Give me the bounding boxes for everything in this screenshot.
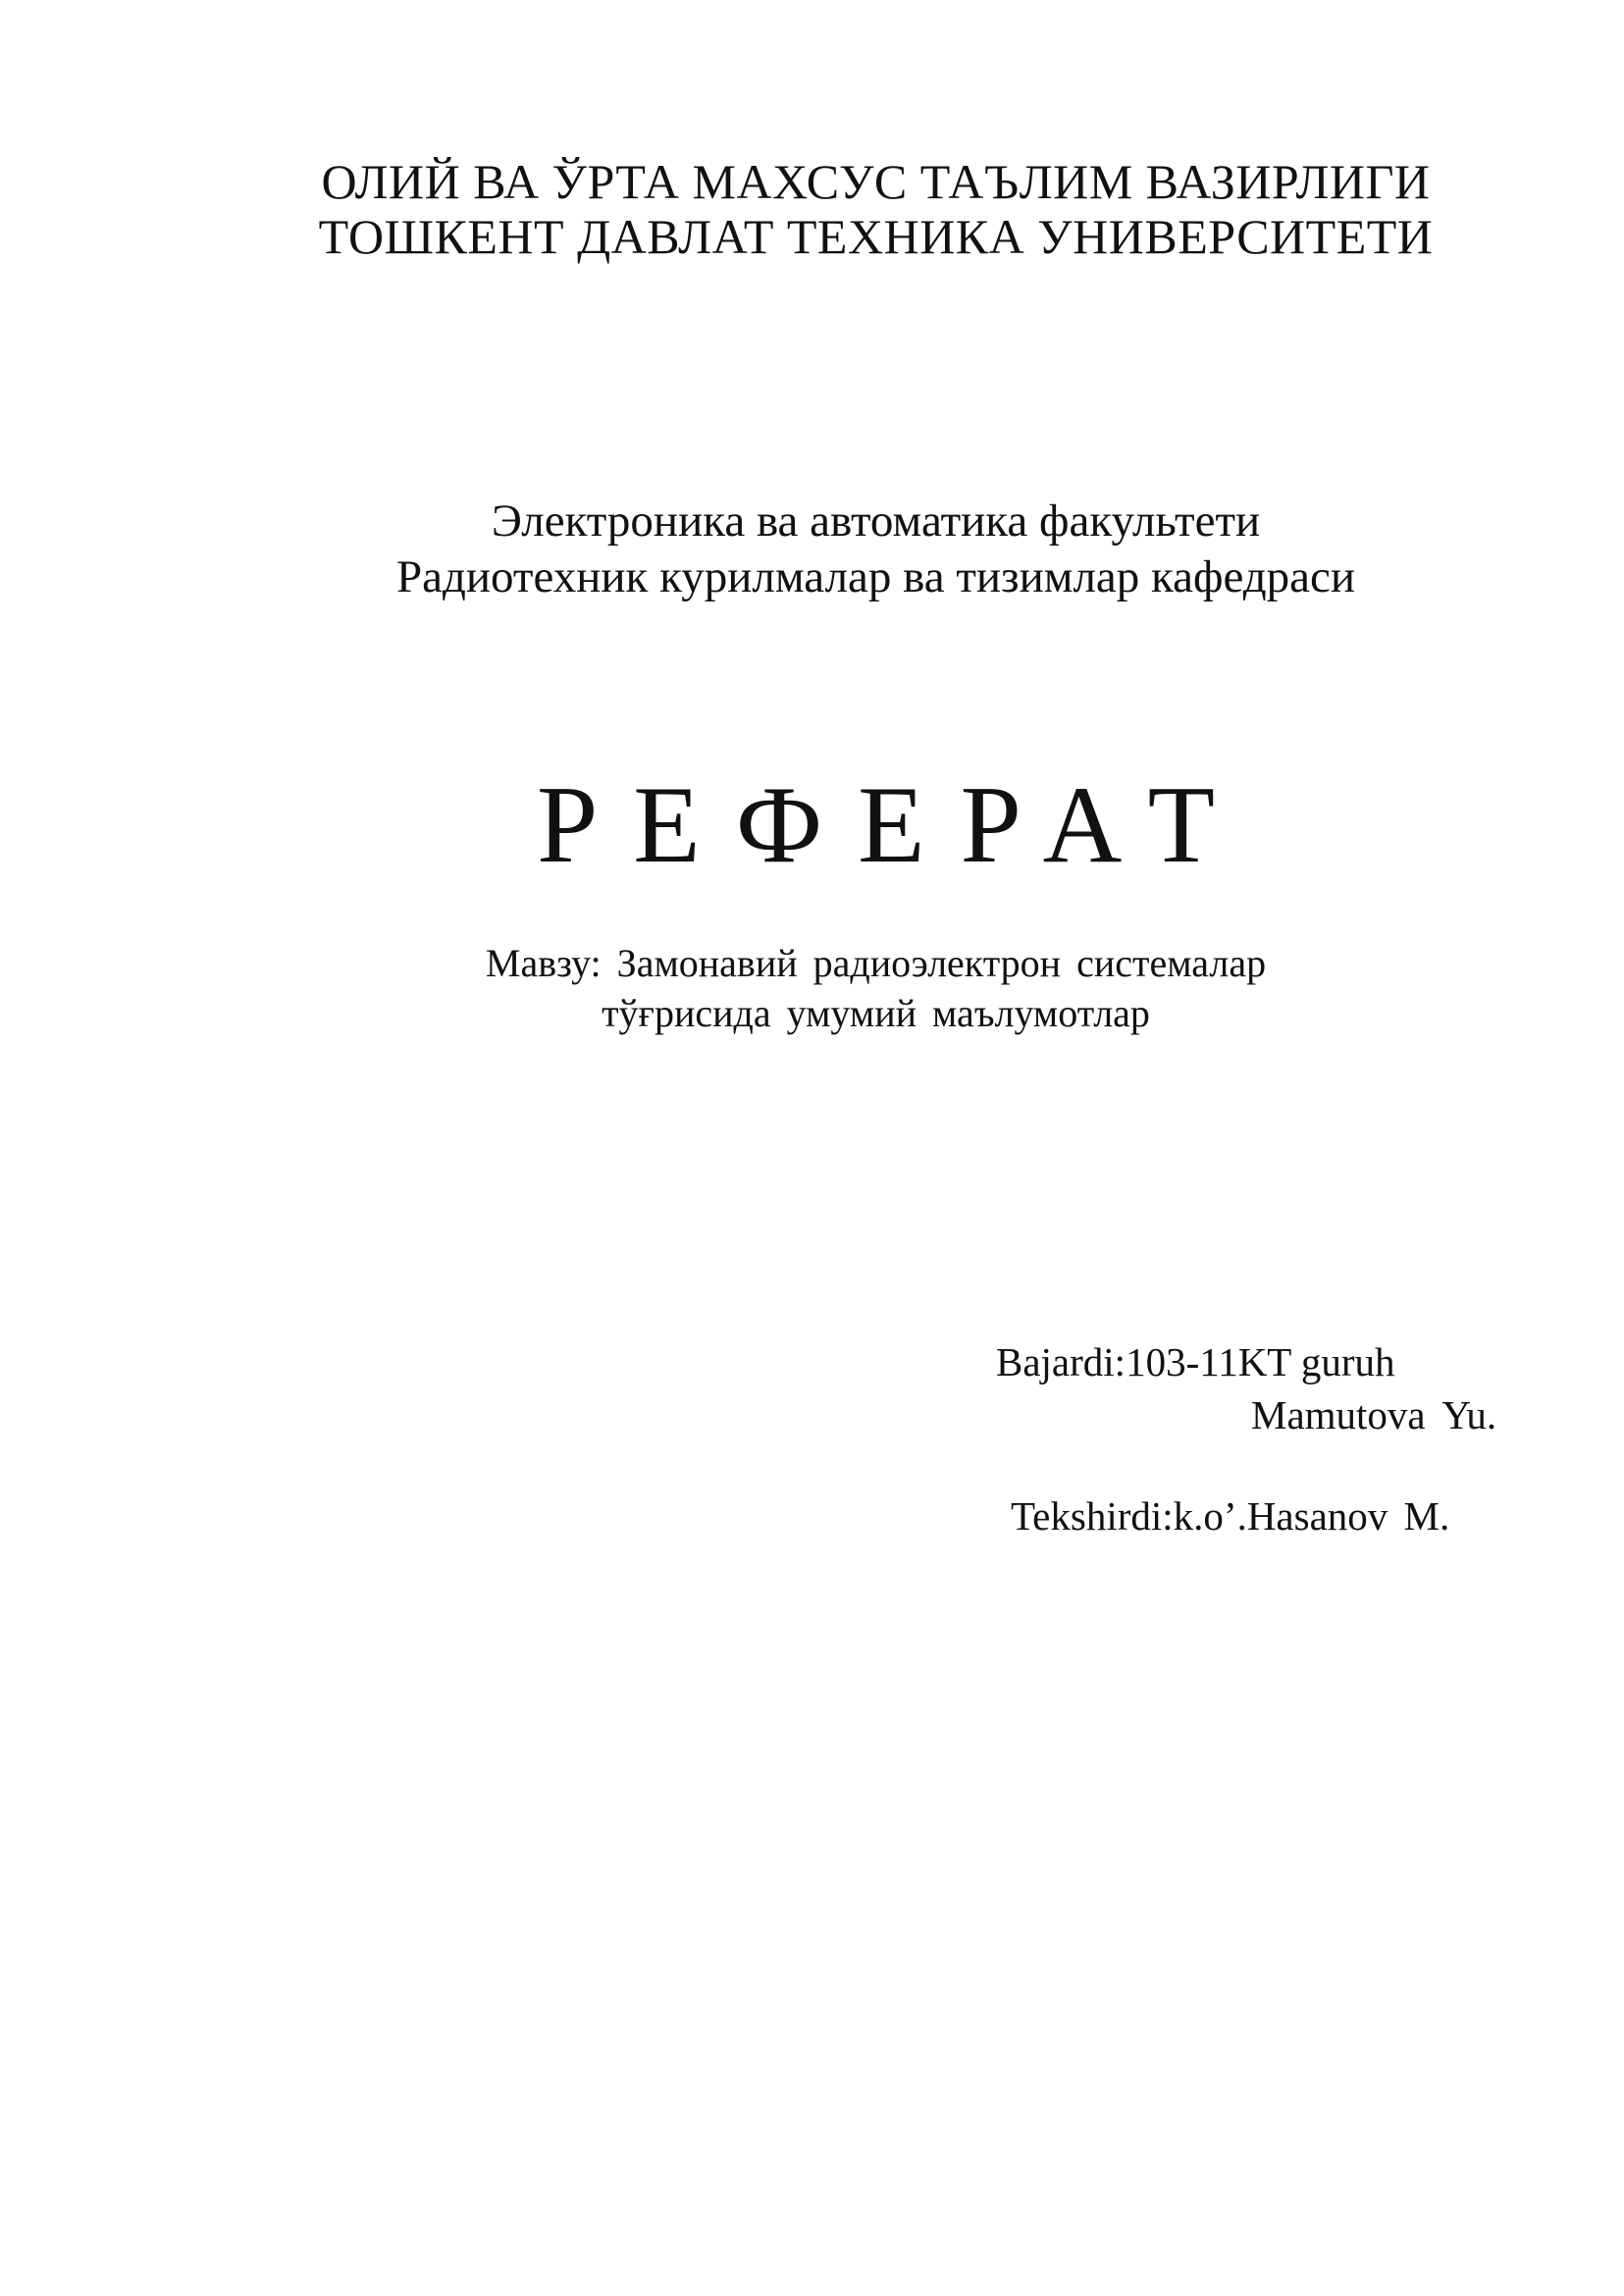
document-type-title: РЕФЕРАТ [536, 764, 1250, 886]
performer-name: Mamutova Yu. [1251, 1392, 1497, 1437]
performer-group: Bajardi:103-11KT guruh [996, 1339, 1395, 1384]
topic-line-1: Мавзу: Замонавий радиоэлектрон системалар [485, 941, 1267, 985]
university-name: ТОШКЕНТ ДАВЛАТ ТЕХНИКА УНИВЕРСИТЕТИ [318, 209, 1434, 264]
topic-line-2: тўғрисида умумий маълумотлар [602, 991, 1150, 1035]
reviewer: Tekshirdi:k.o’.Hasanov M. [1011, 1493, 1450, 1539]
ministry-name: ОЛИЙ ВА ЎРТА МАХСУС ТАЪЛИМ ВАЗИРЛИГИ [321, 154, 1431, 209]
faculty-name: Электроника ва автоматика факультети [491, 496, 1261, 547]
chair-name: Радиотехник курилмалар ва тизимлар кафедраси [395, 551, 1356, 602]
